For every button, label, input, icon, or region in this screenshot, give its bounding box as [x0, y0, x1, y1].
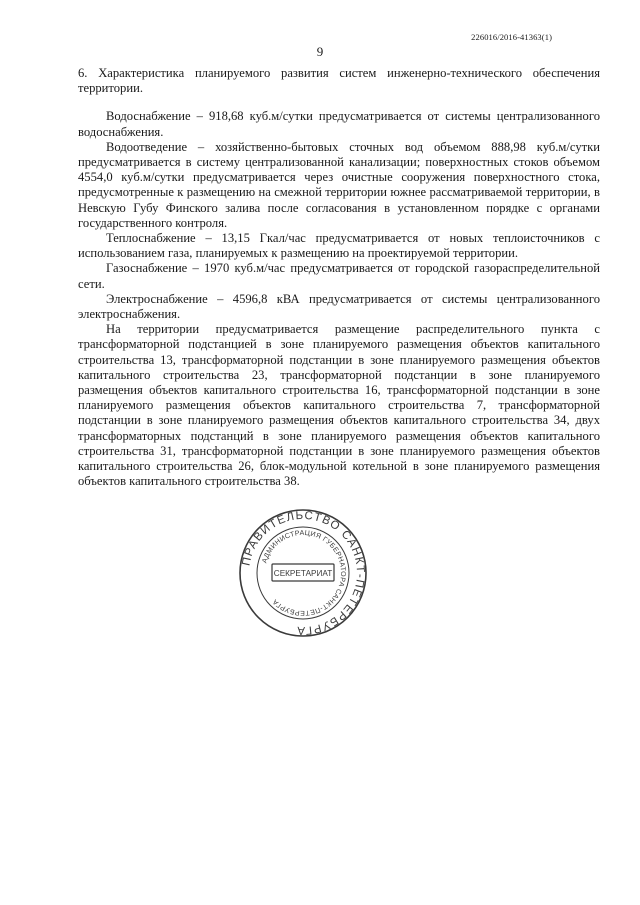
- official-seal-stamp: [238, 508, 368, 638]
- section-heading: 6. Характеристика планируемого развития систем инженерно-технического обеспечения территории.: [78, 66, 600, 96]
- paragraph-gas-supply: Газоснабжение – 1970 куб.м/час предусматривается от городской газораспределительной сети.: [78, 261, 600, 291]
- paragraph-substations: На территории предусматривается размещение распределительного пункта с трансформаторной подстанцией в зоне планируемого размещения объектов капитального строительства 13, трансформаторной подстанции в зоне планируемого размещения объектов капитального строительства 23, трансформаторной подстанции в зоне планируемого размещения объектов капитального строительства 16, трансформаторной подстанции в зоне планируемого размещения объектов капитального строительства 7, трансформаторной подстанции в зоне планируемого размещения объектов капитального строительства 34, двух трансформаторных подстанций в зоне планируемого размещения объектов капитального строительства 31, трансформаторной подстанции в зоне планируемого размещения объектов капитального строительства 26, блок-модульной котельной в зоне планируемого размещения объектов капитального строительства 38.: [78, 322, 600, 489]
- document-body: [78, 66, 600, 489]
- paragraph-water-disposal: Водоотведение – хозяйственно-бытовых сточных вод объемом 888,98 куб.м/сутки предусматривается в систему централизованной канализации; поверхностных стоков объемом 4554,0 куб.м/сутки предусматривается через очистные сооружения поверхностного стока, предусмотренные к размещению на смежной территории южнее рассматриваемой территории, в Невскую Губу Финского залива после согласования в установленном порядке с органами государственного контроля.: [78, 139, 600, 230]
- seal-inner-text: АДМИНИСТРАЦИЯ ГУБЕРНАТОРА САНКТ-ПЕТЕРБУРГА: [261, 529, 347, 617]
- seal-icon: [238, 508, 368, 638]
- paragraph-power-supply: Электроснабжение – 4596,8 кВА предусматривается от системы централизованного электроснабжения.: [78, 291, 600, 322]
- paragraph-heat-supply: Теплоснабжение – 13,15 Гкал/час предусматривается от новых теплоисточников с использованием газа, планируемых к размещению на проектируемой территории.: [78, 231, 600, 261]
- page-number: 9: [316, 44, 324, 59]
- seal-outer-text: ПРАВИТЕЛЬСТВО САНКТ-ПЕТЕРБУРГА: [240, 509, 367, 637]
- paragraph-water-supply: Водоснабжение – 918,68 куб.м/сутки предусматривается от системы централизованного водоснабжения.: [78, 109, 600, 139]
- document-number: 226016/2016-41363(1): [471, 32, 552, 42]
- seal-center-text: СЕКРЕТАРИАТ: [273, 569, 333, 578]
